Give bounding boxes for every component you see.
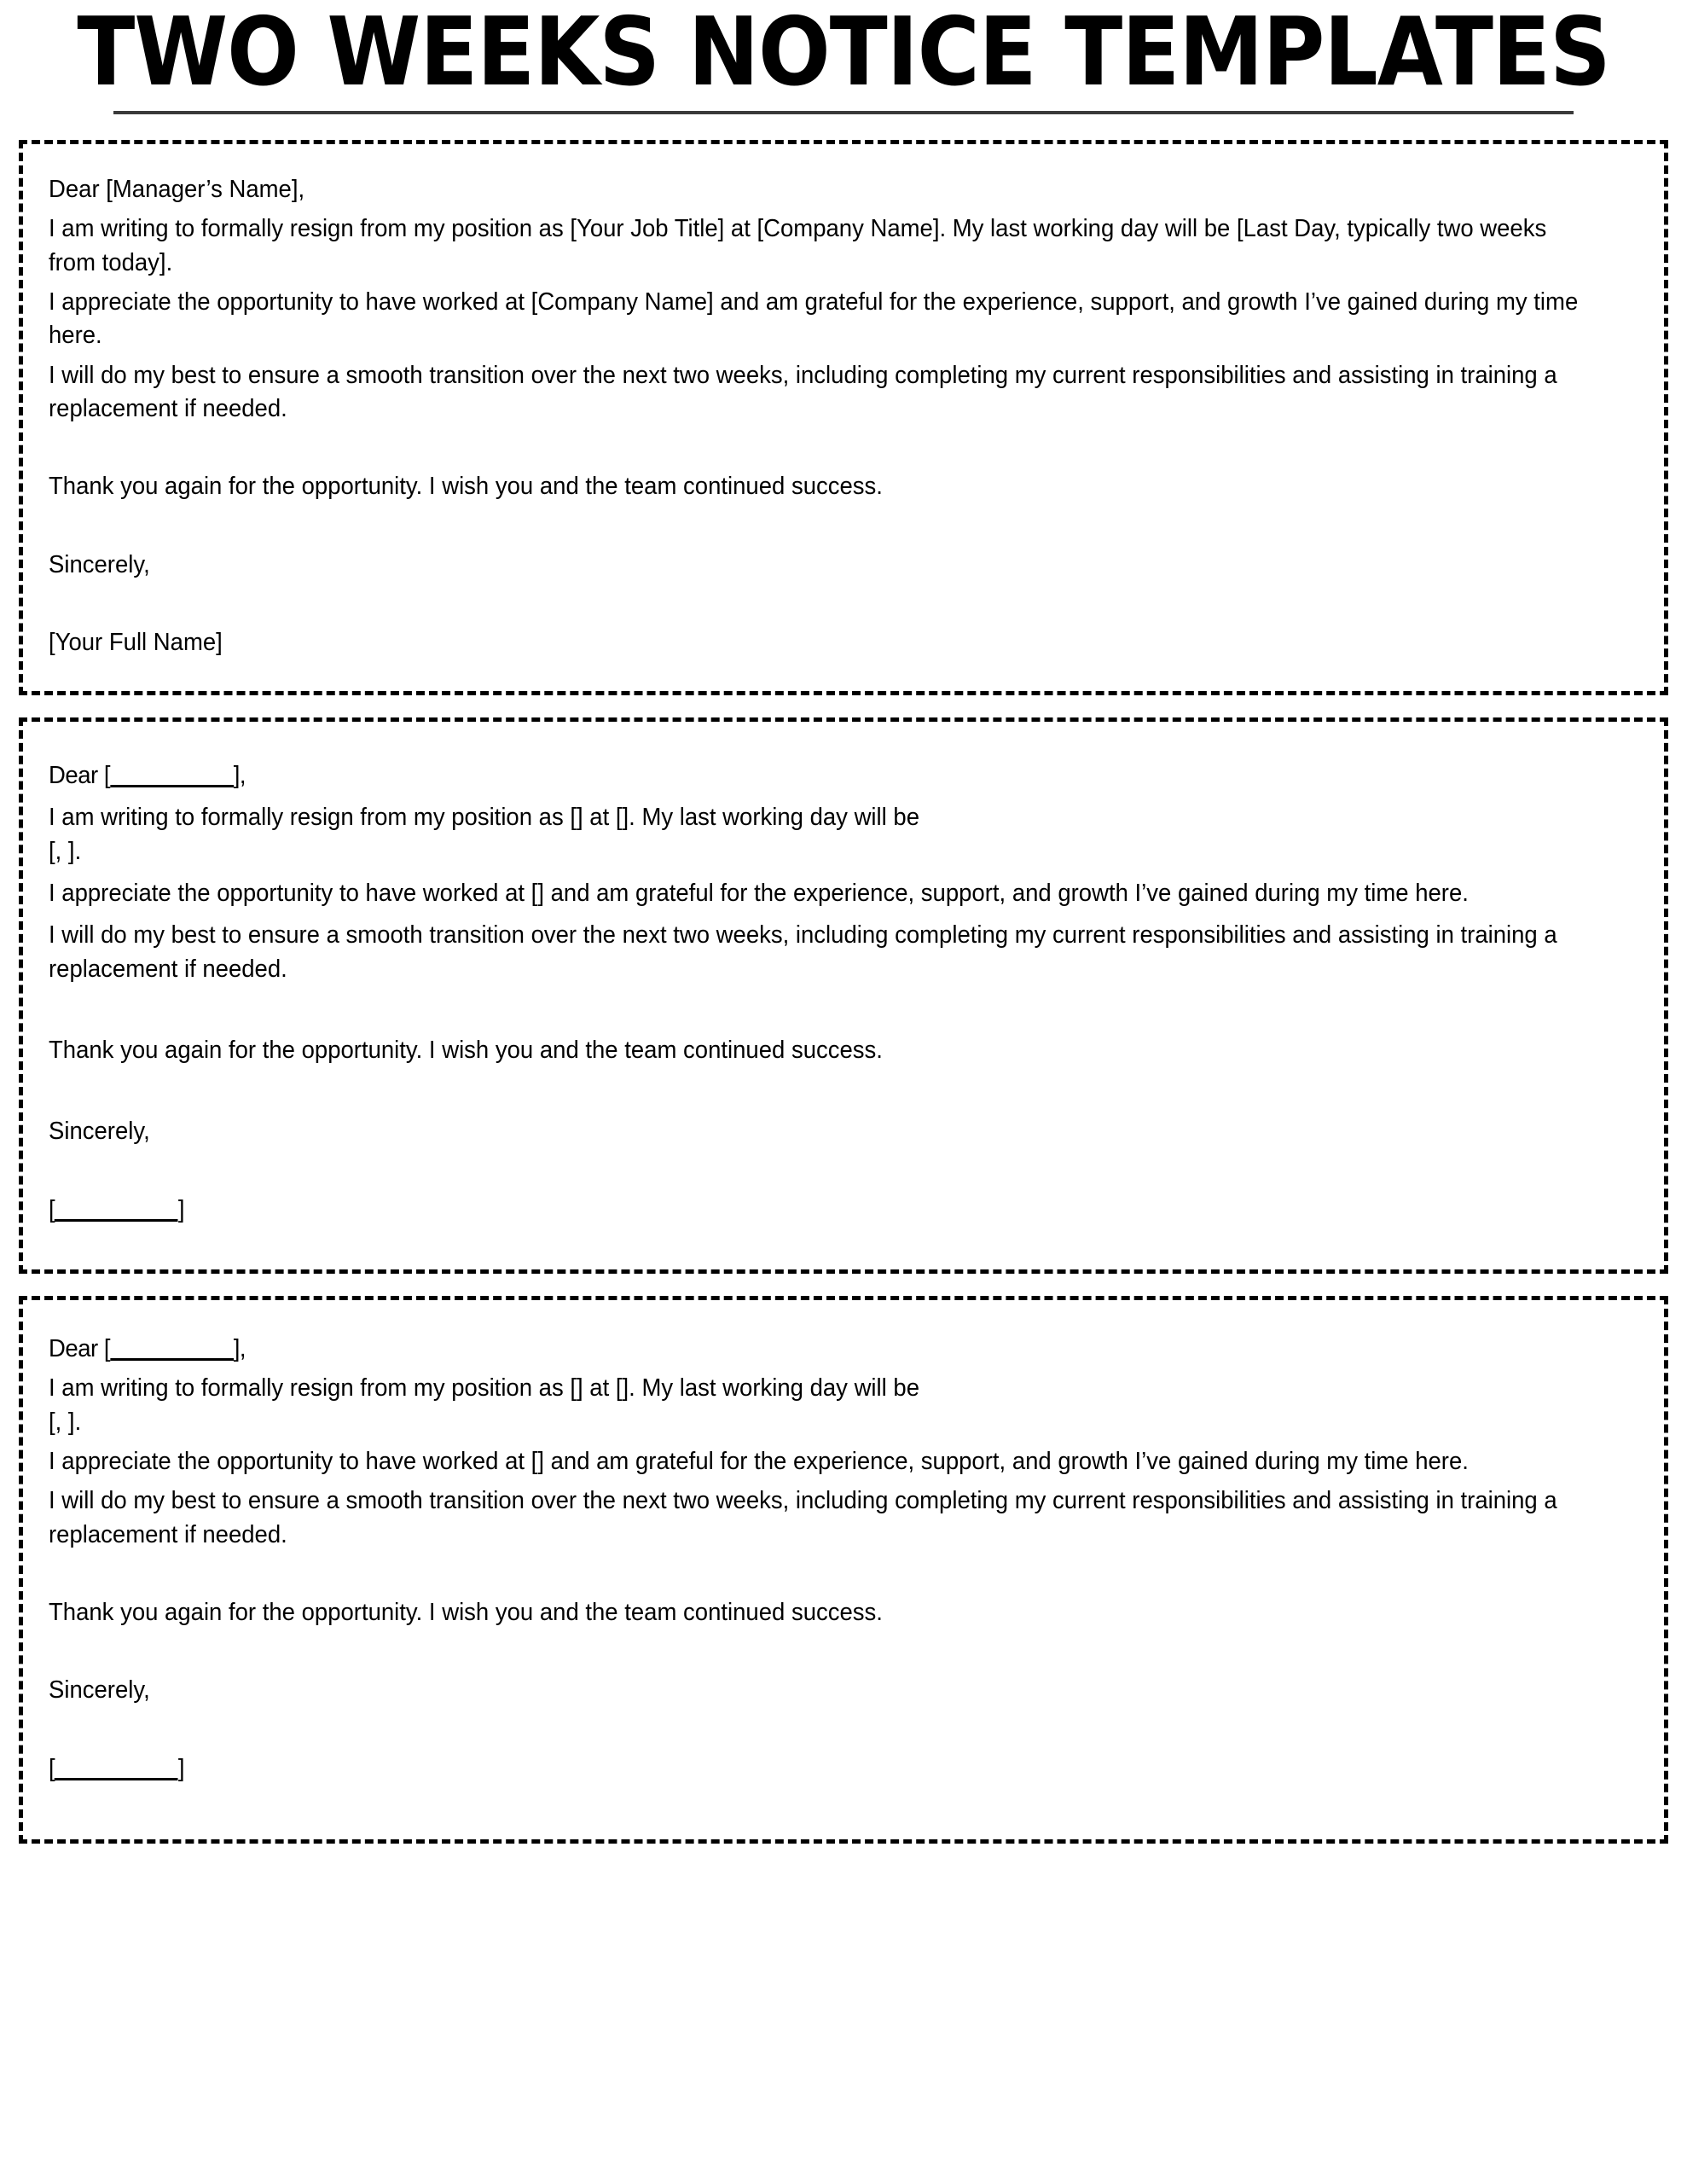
greeting-line: Dear [Manager’s Name], — [49, 175, 305, 203]
transition-paragraph: I will do my best to ensure a smooth transition over the next two weeks, including completing my current responsibilities and assisting in training a replacement if needed. — [49, 361, 1557, 422]
greeting-blank-field[interactable] — [49, 762, 246, 789]
closing-line: Sincerely, — [49, 1676, 150, 1705]
signature-suffix: ] — [177, 1754, 185, 1782]
lastday-bracket-open: [ — [49, 1408, 55, 1436]
lastday-bracket-close: ]. — [67, 837, 82, 865]
signature-line — [49, 1752, 1583, 1786]
greeting-suffix: ], — [233, 762, 246, 790]
thanks-paragraph: Thank you again for the opportunity. I wish you and the team continued success. — [49, 1037, 883, 1065]
signature-blank-field[interactable] — [49, 1196, 184, 1223]
resignation-paragraph — [49, 1372, 1583, 1439]
blank-underline[interactable] — [55, 1756, 178, 1780]
resign-text-3: ]. My last working day will be — [622, 804, 920, 832]
lastday-bracket-close: ]. — [67, 1408, 82, 1436]
blank-underline[interactable] — [110, 1336, 234, 1361]
template-block-blank-1 — [19, 717, 1668, 1274]
transition-paragraph: I will do my best to ensure a smooth transition over the next two weeks, including completing my current responsibilities and assisting in training a replacement if needed. — [49, 1487, 1557, 1548]
appreciate-text-1: I appreciate the opportunity to have worked at [ — [49, 880, 538, 908]
appreciate-text-1: I appreciate the opportunity to have worked at [ — [49, 1448, 538, 1476]
template-block-blank-2 — [19, 1296, 1668, 1844]
resign-text-1: I am writing to formally resign from my position as [ — [49, 804, 577, 832]
thanks-paragraph: Thank you again for the opportunity. I wish you and the team continued success. — [49, 1599, 883, 1627]
signature-prefix: [ — [49, 1754, 55, 1782]
resign-text-2: ] at [ — [577, 1374, 623, 1403]
thanks-paragraph: Thank you again for the opportunity. I wish you and the team continued success. — [49, 473, 883, 501]
signature-prefix: [ — [49, 1195, 55, 1223]
resignation-paragraph: I am writing to formally resign from my position as [Your Job Title] at [Company Name]. My last working day will be [Last Day, typically two weeks from today]. — [49, 215, 1547, 276]
greeting-prefix: Dear [ — [49, 1335, 111, 1363]
closing-line: Sincerely, — [49, 550, 150, 578]
lastday-separator: , — [55, 837, 68, 865]
signature-line — [49, 1194, 1583, 1227]
appreciation-paragraph: I appreciate the opportunity to have worked at [Company Name] and am grateful for the experience, support, and growth I’ve gained during my time here. — [49, 288, 1579, 350]
appreciation-paragraph — [49, 877, 1583, 910]
lastday-bracket-open: [ — [49, 837, 55, 865]
title-underline-rule — [113, 111, 1574, 114]
blank-underline[interactable] — [110, 763, 234, 787]
closing-line: Sincerely, — [49, 1118, 150, 1146]
page-title: TWO WEEKS NOTICE TEMPLATES — [77, 0, 1610, 108]
blank-underline[interactable] — [55, 1197, 178, 1222]
title-area — [19, 0, 1668, 114]
resign-text-1: I am writing to formally resign from my position as [ — [49, 1374, 577, 1403]
template-block-filled — [19, 140, 1668, 695]
template-blocks-container — [19, 140, 1668, 1844]
signature-line: [Your Full Name] — [49, 628, 223, 656]
resign-text-2: ] at [ — [577, 804, 623, 832]
appreciate-text-2: ] and am grateful for the experience, support, and growth I’ve gained during my time here. — [537, 880, 1469, 908]
greeting-suffix: ], — [233, 1335, 246, 1363]
greeting-line — [49, 759, 1583, 793]
resignation-paragraph — [49, 801, 1583, 868]
signature-blank-field[interactable] — [49, 1755, 184, 1782]
greeting-blank-field[interactable] — [49, 1335, 246, 1362]
resign-text-3: ]. My last working day will be — [622, 1374, 920, 1403]
lastday-separator: , — [55, 1408, 68, 1436]
appreciation-paragraph — [49, 1445, 1583, 1478]
greeting-line — [49, 1333, 1583, 1366]
signature-suffix: ] — [177, 1195, 185, 1223]
greeting-prefix: Dear [ — [49, 762, 111, 790]
appreciate-text-2: ] and am grateful for the experience, support, and growth I’ve gained during my time here. — [537, 1448, 1469, 1476]
transition-paragraph: I will do my best to ensure a smooth transition over the next two weeks, including completing my current responsibilities and assisting in training a replacement if needed. — [49, 921, 1557, 983]
